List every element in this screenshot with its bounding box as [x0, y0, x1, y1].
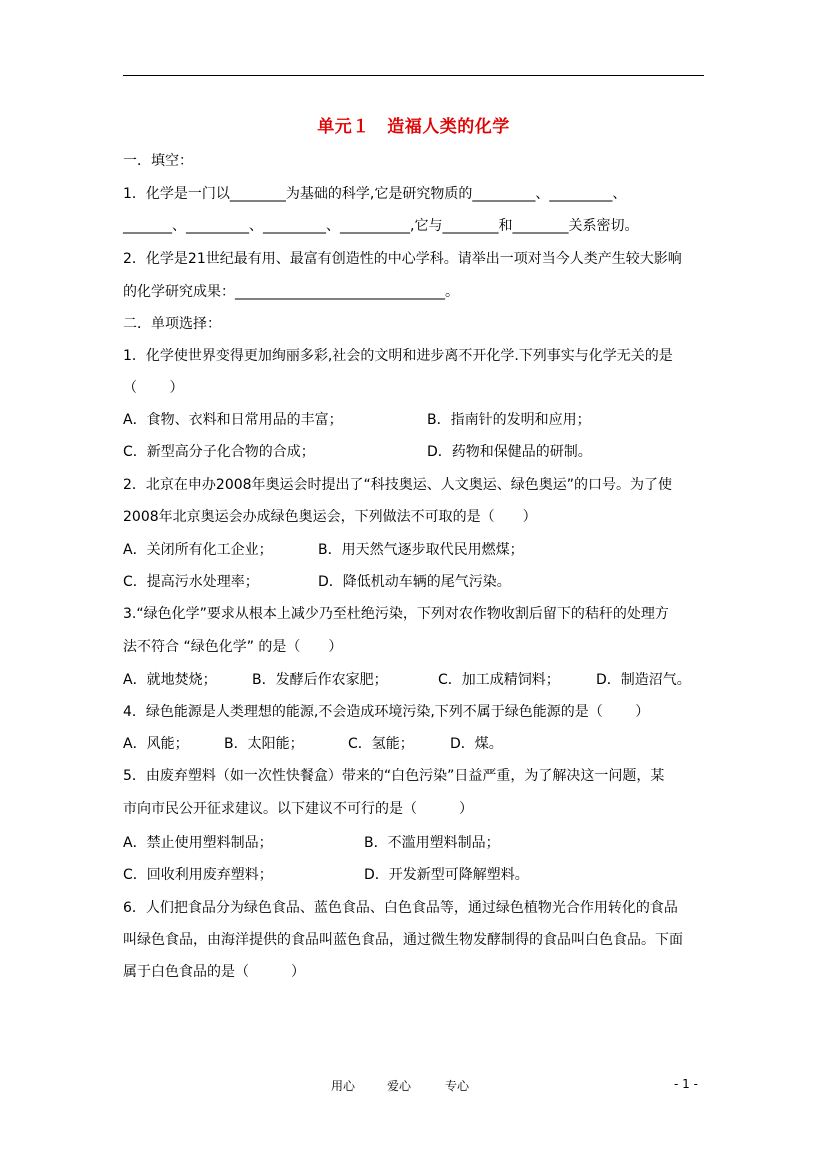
choice-q5-option-a: A．禁止使用塑料制品；	[123, 835, 273, 851]
choice-q2-option-c: C．提高污水处理率；	[123, 574, 259, 590]
choice-q4-option-d: D．煤。	[450, 736, 503, 752]
fill-q2-line1: 2．化学是21世纪最有用、最富有创造性的中心学科。请举出一项对当今人类产生较大影响	[123, 251, 682, 267]
choice-q3-option-a: A．就地焚烧；	[123, 672, 217, 688]
choice-q5-line2: 市向市民公开征求建议。以下建议不可行的是（ ）	[123, 801, 473, 817]
section-heading-choice: 二．单项选择：	[123, 316, 221, 332]
choice-q3-option-c: C．加工成精饲料；	[438, 672, 560, 688]
choice-q1-option-d: D．药物和保健品的研制。	[427, 444, 592, 460]
choice-q2-option-b: B．用天然气逐步取代民用燃煤；	[318, 542, 524, 558]
choice-q4-option-a: A．风能；	[123, 736, 189, 752]
choice-q4-line1: 4．绿色能源是人类理想的能源,不会造成环境污染,下列不属于绿色能源的是（ ）	[123, 704, 650, 720]
choice-q4-option-c: C．氢能；	[348, 736, 414, 752]
choice-q5-line1: 5．由废弃塑料（如一次性快餐盒）带来的“白色污染”日益严重，为了解决这一问题，某	[123, 768, 665, 784]
choice-q2-line1: 2．北京在申办2008年奥运会时提出了“科技奥运、人文奥运、绿色奥运”的口号。为了使	[123, 477, 673, 493]
fill-q1-line2: _______、_________、_________、__________,它与________和________关系密切。	[123, 218, 639, 234]
choice-q5-option-c: C．回收利用废弃塑料；	[123, 867, 273, 883]
section-heading-fill: 一．填空：	[123, 153, 193, 169]
choice-q3-option-b: B．发酵后作农家肥；	[252, 672, 388, 688]
choice-q1-option-b: B．指南针的发明和应用；	[427, 412, 591, 428]
choice-q6-line1: 6．人们把食品分为绿色食品、蓝色食品、白色食品等，通过绿色植物光合作用转化的食品	[123, 900, 678, 916]
choice-q2-line2: 2008年北京奥运会办成绿色奥运会，下列做法不可取的是（ ）	[123, 509, 537, 525]
fill-q1-line1: 1．化学是一门以________为基础的科学,它是研究物质的_________、_________、	[123, 186, 627, 202]
choice-q2-option-a: A．关闭所有化工企业；	[123, 542, 273, 558]
choice-q6-line2: 叫绿色食品，由海洋提供的食品叫蓝色食品，通过微生物发酵制得的食品叫白色食品。下面	[123, 932, 683, 948]
choice-q2-option-d: D．降低机动车辆的尾气污染。	[318, 574, 511, 590]
footer-word-2: 爱心	[387, 1079, 412, 1093]
header-rule	[123, 75, 704, 76]
choice-q1-option-a: A．食物、衣料和日常用品的丰富；	[123, 412, 343, 428]
choice-q4-option-b: B．太阳能；	[224, 736, 304, 752]
choice-q6-line3: 属于白色食品的是（ ）	[123, 964, 305, 980]
page-title: 单元１ 造福人类的化学	[317, 117, 510, 137]
choice-q1-line1: 1．化学使世界变得更加绚丽多彩,社会的文明和进步离不开化学.下列事实与化学无关的是	[123, 348, 673, 364]
choice-q3-option-d: D．制造沼气。	[596, 672, 691, 688]
page-number: - 1 -	[674, 1077, 698, 1091]
footer-word-3: 专心	[445, 1079, 470, 1093]
footer-word-1: 用心	[331, 1079, 356, 1093]
choice-q5-option-d: D．开发新型可降解塑料。	[364, 867, 529, 883]
choice-q1-line2: （ ）	[123, 380, 184, 396]
choice-q5-option-b: B．不滥用塑料制品；	[364, 835, 500, 851]
choice-q3-line2: 法不符合 “绿色化学” 的是（ ）	[123, 639, 343, 655]
choice-q1-option-c: C．新型高分子化合物的合成；	[123, 444, 315, 460]
choice-q3-line1: 3.“绿色化学”要求从根本上减少乃至杜绝污染，下列对农作物收割后留下的秸秆的处理方	[123, 606, 669, 622]
fill-q2-line2: 的化学研究成果：______________________________。	[123, 284, 459, 300]
